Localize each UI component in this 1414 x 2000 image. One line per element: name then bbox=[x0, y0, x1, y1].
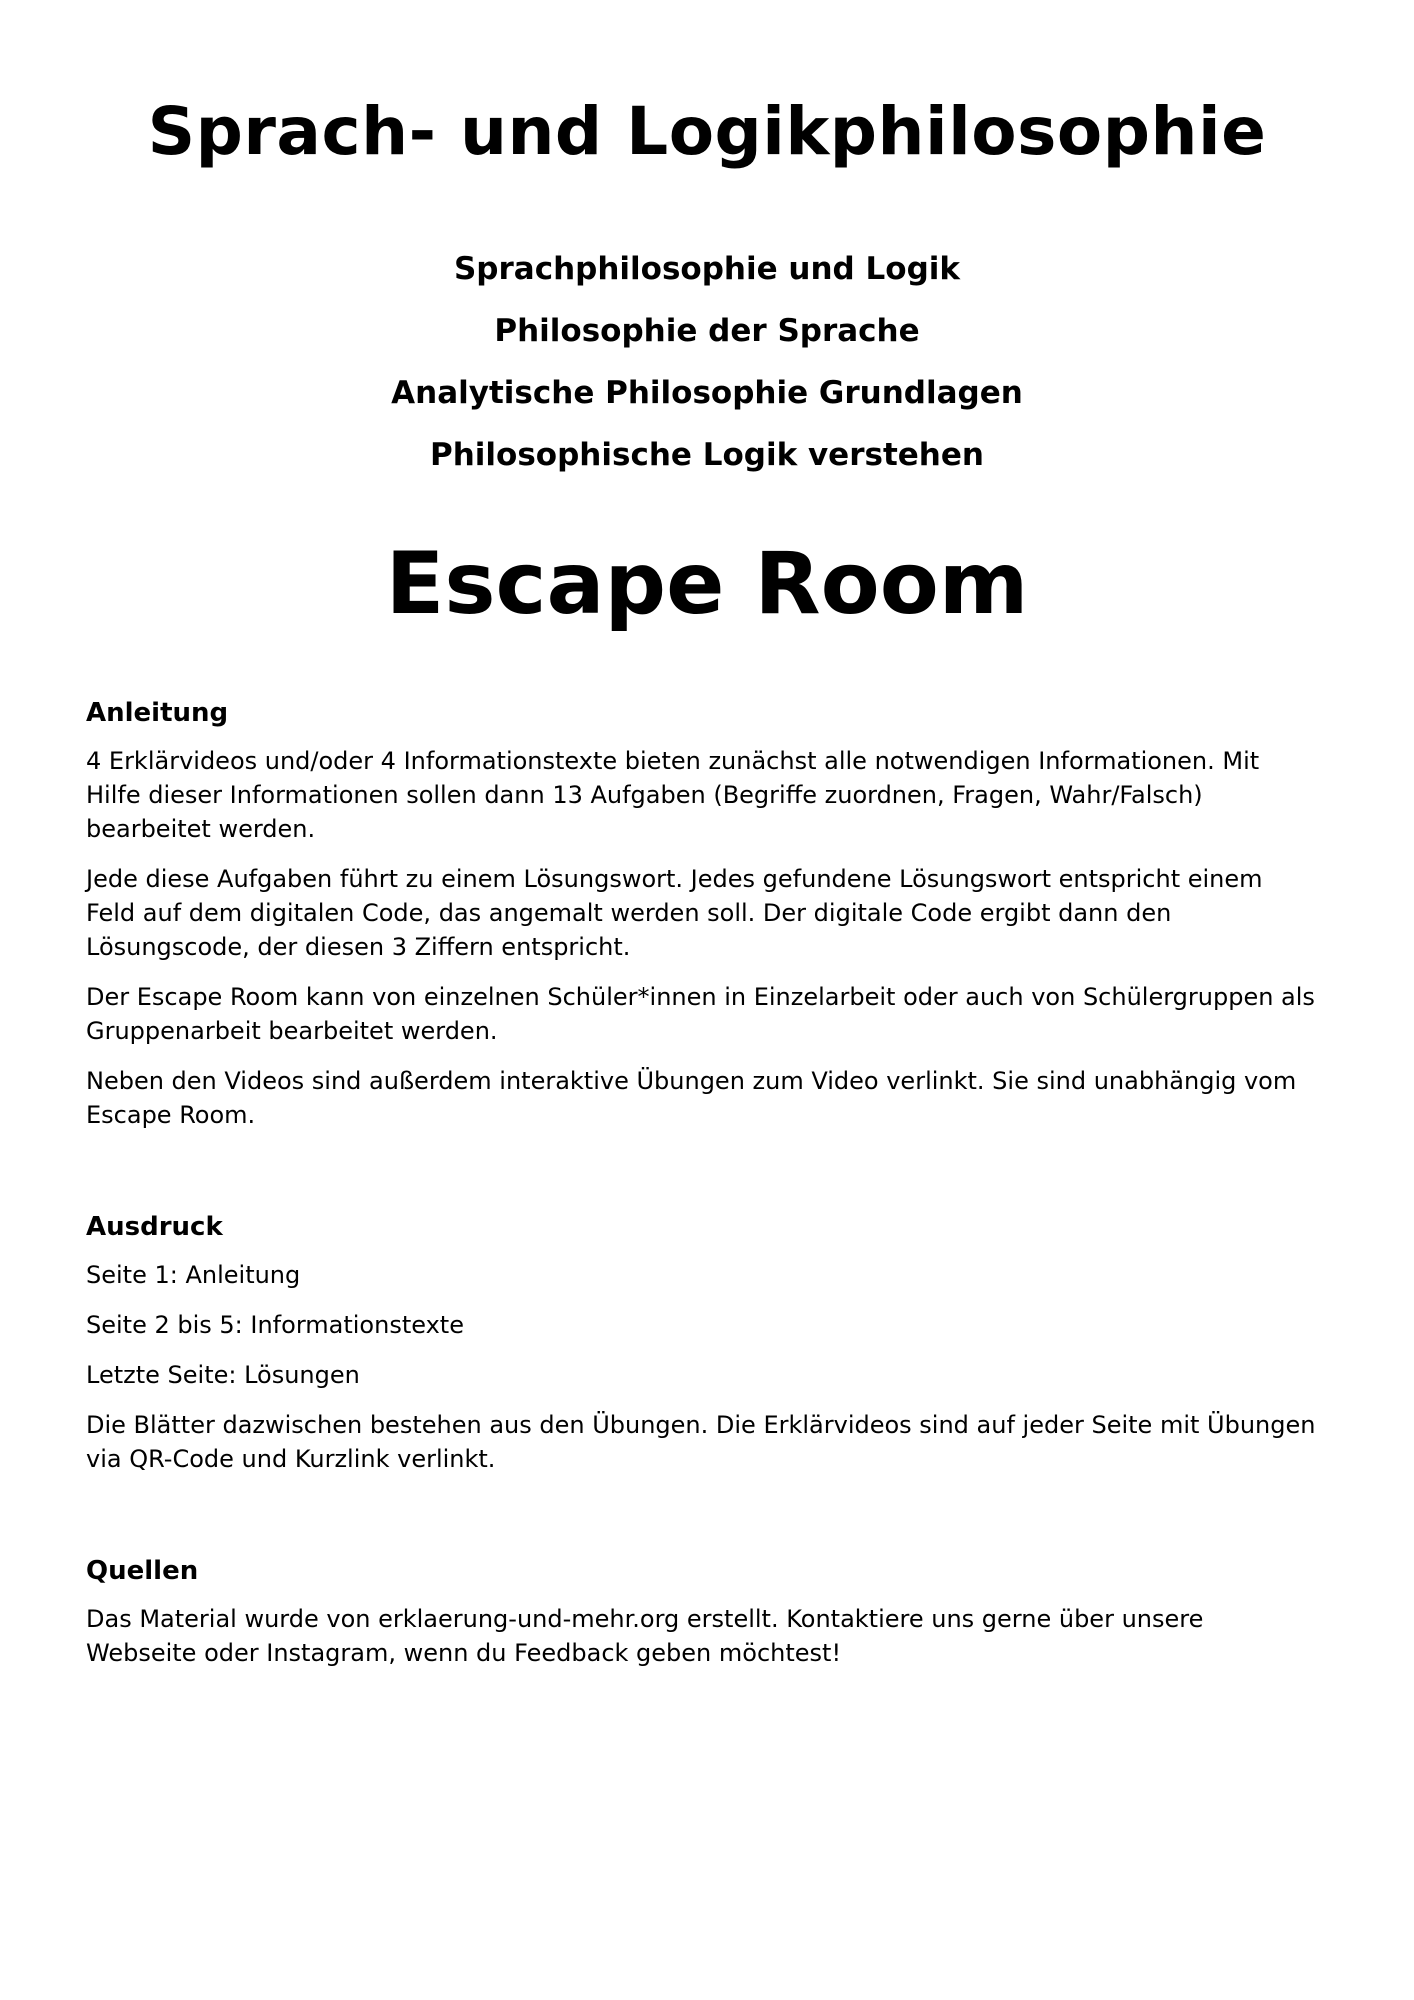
paragraph: Der Escape Room kann von einzelnen Schüler*innen in Einzelarbeit oder auch von Schülergruppen als Gruppenarbeit bearbeitet werden. bbox=[86, 983, 1315, 1045]
subtitle-group bbox=[86, 238, 1328, 486]
paragraph: Seite 1: Anleitung bbox=[86, 1261, 301, 1289]
subtitle: Philosophische Logik verstehen bbox=[430, 437, 984, 473]
main-title: Sprach- und Logikphilosophie bbox=[147, 93, 1267, 170]
paragraph: Letzte Seite: Lösungen bbox=[86, 1361, 360, 1389]
section-anleitung bbox=[86, 696, 1328, 1132]
subtitle: Sprachphilosophie und Logik bbox=[453, 251, 961, 287]
paragraph: Die Blätter dazwischen bestehen aus den Übungen. Die Erklärvideos sind auf jeder Seite mit Übungen via QR-Code und Kurzlink verlinkt. bbox=[86, 1411, 1316, 1473]
subtitle: Analytische Philosophie Grundlagen bbox=[391, 375, 1023, 411]
paragraph: Neben den Videos sind außerdem interaktive Übungen zum Video verlinkt. Sie sind unabhängig vom Escape Room. bbox=[86, 1067, 1297, 1129]
paragraph: 4 Erklärvideos und/oder 4 Informationstexte bieten zunächst alle notwendigen Informationen. Mit Hilfe dieser Informationen sollen dann 13 Aufgaben (Begriffe zuordnen, Fragen, Wahr/Falsch) bearbeitet werden. bbox=[86, 747, 1260, 843]
paragraph: Seite 2 bis 5: Informationstexte bbox=[86, 1311, 464, 1339]
paragraph: Das Material wurde von erklaerung-und-mehr.org erstellt. Kontaktiere uns gerne über unsere Webseite oder Instagram, wenn du Feedback geben möchtest! bbox=[86, 1605, 1204, 1667]
subtitle: Philosophie der Sprache bbox=[494, 313, 920, 349]
section-quellen bbox=[86, 1554, 1328, 1670]
section-ausdruck bbox=[86, 1210, 1328, 1476]
section-heading: Quellen bbox=[86, 1556, 199, 1586]
escape-room-title: Escape Room bbox=[385, 534, 1029, 634]
section-heading: Anleitung bbox=[86, 698, 229, 728]
section-heading: Ausdruck bbox=[86, 1212, 223, 1242]
paragraph: Jede diese Aufgaben führt zu einem Lösungswort. Jedes gefundene Lösungswort entspricht einem Feld auf dem digitalen Code, das angemalt werden soll. Der digitale Code ergibt dann den Lösungscode, der diesen 3 Ziffern entspricht. bbox=[86, 865, 1263, 961]
